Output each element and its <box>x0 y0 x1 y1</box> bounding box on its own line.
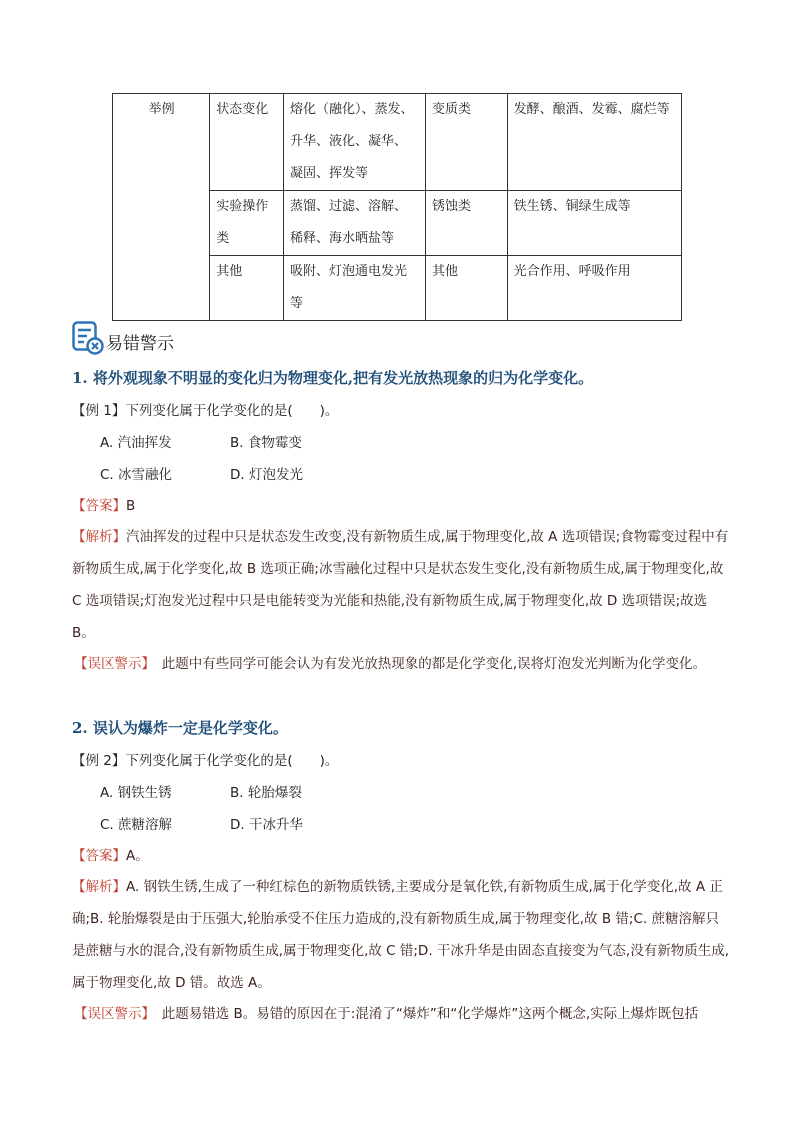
warning-label: 【误区警示】 <box>74 656 149 672</box>
misconception-warning <box>74 654 706 674</box>
analysis <box>72 521 732 649</box>
table-cell: 锈蚀类 <box>425 191 507 256</box>
option-b: B. 轮胎爆裂 <box>230 785 302 801</box>
analysis <box>72 871 732 999</box>
option-d: D. 干冰升华 <box>230 817 303 833</box>
section-heading: 1. 将外观现象不明显的变化归为物理变化,把有发光放热现象的归为化学变化。 <box>72 369 594 387</box>
classification-table <box>112 93 682 321</box>
analysis-text: A. 钢铁生锈,生成了一种红棕色的新物质铁锈,主要成分是氧化铁,有新物质生成,属于化学变化,故 A 正确;B. 轮胎爆裂是由于压强大,轮胎承受不住压力造成的,没有新物质生成,属于物理变化,故 B 错;C. 蔗糖溶解只是蔗糖与水的混合,没有新物质生成,属于物理变化,故 C 错;D. 干冰升华是由固态直接变为气态,没有新物质生成,属于物理变化,故 D 错。故选 A。 <box>72 879 729 991</box>
warning-title: 易错警示 <box>106 334 174 354</box>
option-c: C. 冰雪融化 <box>100 467 173 483</box>
analysis-label: 【解析】 <box>72 529 126 545</box>
table-cell: 举例 <box>113 94 210 321</box>
table-cell: 发酵、酿酒、发霉、腐烂等 <box>507 94 681 191</box>
warning-label: 【误区警示】 <box>74 1006 149 1022</box>
table-row <box>113 94 682 191</box>
analysis-text: 汽油挥发的过程中只是状态发生改变,没有新物质生成,属于物理变化,故 A 选项错误;食物霉变过程中有新物质生成,属于化学变化,故 B 选项正确;冰雪融化过程中只是状态发生变化,没有新物质生成,属于物理变化,故 C 选项错误;灯泡发光过程中只是电能转变为光能和热能,没有新物质生成,属于物理变化,故 D 选项错误;故选 B。 <box>72 529 729 641</box>
option-d: D. 灯泡发光 <box>230 467 303 483</box>
analysis-label: 【解析】 <box>72 879 126 895</box>
answer-label: 【答案】 <box>72 848 126 864</box>
option-a: A. 钢铁生锈 <box>100 785 172 801</box>
option-c: C. 蔗糖溶解 <box>100 817 173 833</box>
option-a: A. 汽油挥发 <box>100 435 172 451</box>
table-cell: 其他 <box>425 256 507 321</box>
answer-label: 【答案】 <box>72 498 126 514</box>
answer-value: A。 <box>126 848 149 864</box>
table-cell: 变质类 <box>425 94 507 191</box>
document-error-icon <box>72 321 104 355</box>
misconception-warning <box>74 1004 698 1024</box>
section-heading: 2. 误认为爆炸一定是化学变化。 <box>72 719 288 737</box>
table-cell: 吸附、灯泡通电发光等 <box>284 256 426 321</box>
answer <box>72 846 149 866</box>
answer-value: B <box>126 498 136 514</box>
table-cell: 铁生锈、铜绿生成等 <box>507 191 681 256</box>
warning-text: 此题中有些同学可能会认为有发光放热现象的都是化学变化,误将灯泡发光判断为化学变化。 <box>148 656 707 672</box>
example-question: 【例 1】下列变化属于化学变化的是( )。 <box>72 403 339 419</box>
table-cell: 其他 <box>210 256 284 321</box>
option-b: B. 食物霉变 <box>230 435 302 451</box>
table-cell: 蒸馏、过滤、溶解、稀释、海水晒盐等 <box>284 191 426 256</box>
table-cell: 熔化（融化）、蒸发、升华、液化、凝华、凝固、挥发等 <box>284 94 426 191</box>
warning-text: 此题易错选 B。易错的原因在于:混淆了“爆炸”和“化学爆炸”这两个概念,实际上爆炸既包括 <box>148 1006 699 1022</box>
table-cell: 光合作用、呼吸作用 <box>507 256 681 321</box>
answer <box>72 496 135 516</box>
table-cell: 状态变化 <box>210 94 284 191</box>
warning-heading <box>72 321 174 355</box>
example-question: 【例 2】下列变化属于化学变化的是( )。 <box>72 753 339 769</box>
table-cell: 实验操作类 <box>210 191 284 256</box>
